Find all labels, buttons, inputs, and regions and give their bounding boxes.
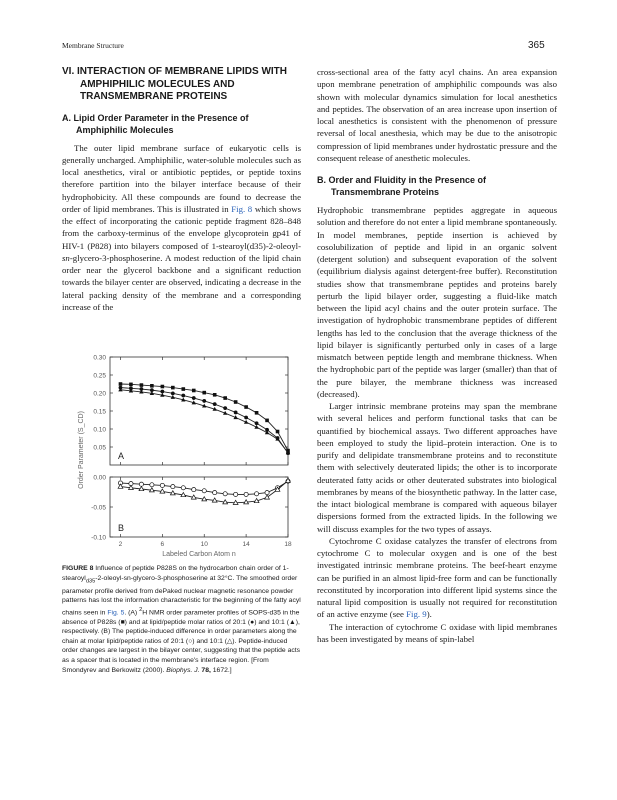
panel-a-data-point: [202, 399, 206, 403]
panel-a-data-point: [192, 389, 196, 393]
panel-a-data-point: [202, 391, 206, 395]
figure-link[interactable]: Fig. 5: [107, 609, 125, 616]
panel-a-data-point: [244, 405, 248, 409]
panel-a-data-point: [192, 396, 196, 400]
caption-label: FIGURE 8: [62, 565, 94, 572]
panel-a-series-line: [120, 388, 288, 454]
left-column: [62, 66, 301, 313]
panel-a-frame: [110, 357, 288, 465]
panel-a-data-point: [223, 406, 227, 410]
panel-a-data-point: [181, 394, 185, 398]
panel-a-label: A: [118, 451, 125, 461]
panel-a-data-point: [223, 396, 227, 400]
panel-b-data-point: [254, 492, 258, 496]
panel-a-data-point: [119, 382, 123, 386]
panel-a-y-tick-label: 0.25: [93, 372, 106, 380]
panel-a-data-point: [234, 411, 238, 415]
panel-a-data-point: [150, 384, 154, 388]
panel-b-data-point: [265, 495, 270, 499]
x-tick-label: 2: [118, 541, 123, 548]
figure-8-chart: [62, 350, 302, 560]
panel-a-data-point: [181, 387, 185, 391]
panel-b-data-point: [150, 483, 154, 487]
right-column: [317, 66, 557, 645]
subsection-b-heading: B. Order and Fluidity in the Presence of Transmembrane Proteins: [317, 175, 487, 197]
section-heading: VI. INTERACTION OF MEMBRANE LIPIDS WITH AMPHIPHILIC MOLECULES AND TRANSMEMBRANE PROTEINS: [62, 66, 287, 102]
page-number: 365: [528, 40, 545, 51]
panel-a-data-point: [140, 383, 144, 387]
panel-b-data-point: [160, 483, 164, 487]
paragraph: The interaction of cytochrome C oxidase with lipid membranes has been investigated by means of spin-label: [317, 621, 557, 644]
panel-b-y-tick-label: -0.05: [91, 504, 106, 512]
panel-a-data-point: [265, 419, 269, 423]
panel-a-y-tick-label: 0.10: [93, 426, 106, 434]
x-tick-label: 6: [160, 541, 165, 548]
figure-link[interactable]: Fig. 8: [231, 203, 253, 214]
panel-b-data-point: [171, 485, 175, 489]
panel-a-data-point: [171, 386, 175, 390]
panel-a-data-point: [255, 421, 259, 425]
paragraph: Hydrophobic transmembrane peptides aggregate in aqueous solution and therefore do not enter a lipid membrane spontaneously. In model membranes, peptide insertion is achieved by cosolubilization of peptide and lipid in an organic solvent (detergent solution) and subsequent evaporation of the solvent (equilibrium dialysis against detergent-free buffer). Reconstitution studies show that transmembrane peptides and proteins barely perturb the lipid bilayer order, suggesting a fluid-like match between the lipid acyl chains and the outer protein surface. The investigation of hydrophobic transmembrane peptides of different lengths has led to the conclusion that the average thickness of the lipid bilayer is significantly perturbed only in cases of a large mismatch between peptide length and membrane thickness. When the hydrophobic part of the peptide was larger (smaller) than that of the pure bilayer, the membrane thickness was increased (decreased).: [317, 205, 557, 399]
panel-a-data-point: [161, 385, 165, 389]
panel-b-data-point: [139, 482, 143, 486]
panel-a-y-tick-label: 0.05: [93, 444, 106, 452]
panel-b-data-point: [234, 492, 238, 496]
paragraph: cross-sectional area of the fatty acyl chains. An area expansion upon membrane penetration of amphiphilic compounds was also shown with molecular dynamics simulation for local anesthetics and peptides. The observation of an area increase upon insertion of local anesthetics is consistent with the phenomenon of pressure reversal of local anesthesia, which may be due to the anisotropic compression of lipid membranes under hydrostatic pressure and the consequent release of anesthetic molecules.: [317, 67, 557, 163]
panel-b-data-point: [192, 488, 196, 492]
panel-b-data-point: [244, 492, 248, 496]
panel-a-y-tick-label: 0.30: [93, 354, 106, 362]
paragraph: The outer lipid membrane surface of eukaryotic cells is generally uncharged. Amphiphilic, water-soluble molecules such as local anesthetics, viral or antibiotic peptides, or peptide toxins therefore partition into the bilayer interface because of their hydrophobicity. All these compounds are found to decrease the order of lipid membranes. This is illustrated in Fig. 8 which shows the effect of incorporating the cationic peptide fragment 828–848 from the carboxy-terminus of the envelope glycoprotein gp41 of HIV-1 (P828) into bilayers composed of 1-stearoyl(d35)-2-oleoyl-sn-glycero-3-phosphoserine. A modest reduction of the lipid chain order near the glycerol backbone and a significant reduction towards the bilayer center are observed, indicating a decrease in the lateral packing density of the membrane and a corresponding increase of the: [62, 142, 301, 312]
figure-caption: FIGURE 8 Influence of peptide P828S on the hydrocarbon chain order of 1-stearoyl$_{d35}$-2-oleoyl-sn-glycero-3-phosphoserine at 32°C. The smoothed order parameter profile derived from dePaked nuclear magnetic resonance powder patterns has lost the information characteristic for the beginning of the fatty acyl chains seen in Fig. 5. (A) $^2$H NMR order parameter profiles of SOPS-d35 in the absence of P828s (■) and at lipid/peptide molar ratios of 20:1 (●) and 10:1 (▲), respectively. (B) The peptide-induced difference in order parameters along the chain at molar lipid/peptide ratios of 20:1 (○) and 10:1 (△). Peptide-induced order changes are largest in the bilayer center, suggesting that the peptide acts as a spacer that is located in the membrane's interface region. [From Smondyrev and Berkowitz (2000). Biophys. J. 78, 1672.]: [62, 565, 301, 674]
y-axis-label: Order Parameter (S_CD): [78, 411, 85, 489]
panel-b-y-tick-label: 0.00: [93, 474, 106, 482]
running-title: Membrane Structure: [62, 41, 124, 50]
x-tick-label: 10: [200, 541, 208, 548]
panel-a-data-point: [213, 393, 217, 397]
panel-b-data-point: [223, 492, 227, 496]
panel-b-label: B: [118, 523, 125, 533]
panel-b-y-tick-label: -0.10: [91, 534, 106, 542]
panel-b-frame: [110, 477, 288, 537]
panel-a-data-point: [213, 402, 217, 406]
panel-a-y-tick-label: 0.20: [93, 390, 106, 398]
panel-a-data-point: [276, 430, 280, 434]
x-tick-label: 14: [242, 541, 250, 548]
paragraph: Larger intrinsic membrane proteins may span the membrane with several helices and perform functional tasks that can be quantified by biochemical assays. Two different approaches have been employed to study the lipid–protein interaction. One is to purify and delipidate transmembrane proteins and to reconstitute them with selectively deuterated lipids; the other is to incorporate deuterated fatty acids or other deuterated substrates into biological membranes by means of the biosynthetic pathway. In the latter case, the intact biological membrane is compared with aqueous bilayer dispersions formed from the extracted lipids. In the following we will discuss examples for the two types of assays.: [317, 401, 557, 534]
panel-a-data-point: [129, 383, 133, 387]
panel-b-data-point: [213, 491, 217, 495]
panel-a-data-point: [234, 400, 238, 404]
paragraph: Cytochrome C oxidase catalyzes the transfer of electrons from cytochrome C to molecular oxygen and is one of the best investigated intrinsic membrane proteins. The beef-heart enzyme can be purified in an almost lipid-free form and can be functionally reconstituted by incorporation into different lipid systems since the natural lipid composition is usually not required for reconstitution of an active enzyme (see Fig. 9).: [317, 535, 557, 620]
panel-a-data-point: [244, 416, 248, 420]
panel-b-data-point: [265, 491, 269, 495]
x-axis-label: Labeled Carbon Atom n: [162, 551, 236, 558]
subsection-a-heading: A. Lipid Order Parameter in the Presence of Amphiphilic Molecules: [62, 112, 249, 135]
x-tick-label: 18: [284, 541, 292, 548]
panel-a-data-point: [171, 391, 175, 395]
figure-link[interactable]: Fig. 9: [406, 609, 427, 620]
panel-a-y-tick-label: 0.15: [93, 408, 106, 416]
panel-b-data-point: [181, 486, 185, 490]
panel-a-data-point: [255, 411, 259, 415]
chart-svg: [62, 350, 302, 560]
panel-b-data-point: [202, 489, 206, 493]
